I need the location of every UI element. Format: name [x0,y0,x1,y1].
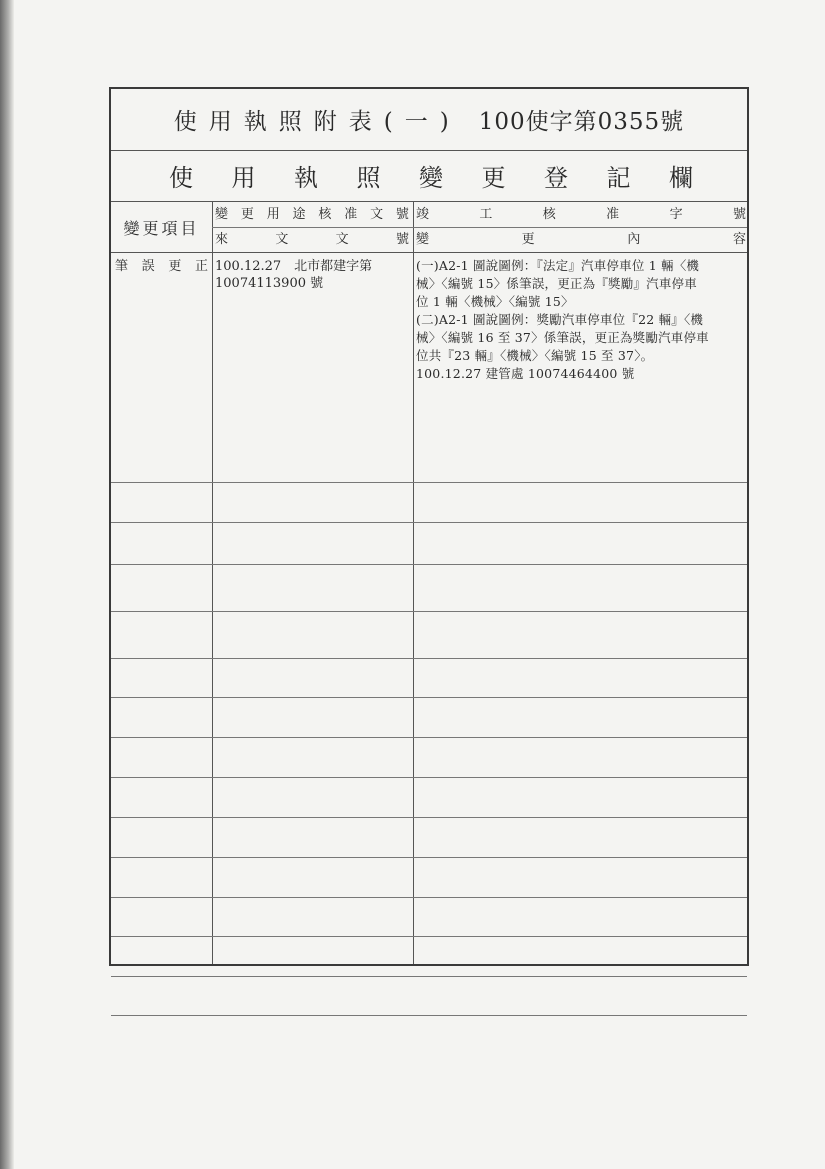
entry-change-content [416,257,748,383]
header-char: 途 [292,207,306,222]
header-char: 准 [606,207,620,222]
row-divider [111,522,747,523]
header-char: 內 [627,232,641,247]
license-attachment-form [109,87,749,966]
doc-line: 10074113900 號 [215,276,324,291]
content-line: (二)A2-1 圖說圖例：獎勵汽車停車位『22 輛』〈機 [416,312,704,327]
header-char: 來 [215,232,229,247]
row-divider [111,697,747,698]
item-column-header: 變更項目 [123,218,200,238]
content-line: 械〉〈編號 15〉係筆誤，更正為『獎勵』汽車停車 [416,276,697,291]
column-divider [212,202,213,964]
form-title [111,89,747,151]
incoming-doc-header [215,231,409,248]
change-content-header [416,231,746,248]
content-line: 位 1 輛〈機械〉〈編號 15〉 [416,294,574,309]
heading-char: 欄 [669,164,693,192]
header-char: 工 [479,207,493,222]
item-char: 更 [168,259,182,274]
row-divider [111,857,747,858]
change-record-table [111,202,747,964]
content-line: (一)A2-1 圖說圖例：『法定』汽車停車位 1 輛〈機 [416,258,700,273]
header-char: 文 [275,232,289,247]
scan-edge-shadow [0,0,14,1169]
entry-doc-number [215,258,409,292]
header-char: 容 [732,232,746,247]
entry-item [115,258,208,275]
item-char: 筆 [115,259,129,274]
header-char: 字 [669,207,683,222]
header-char: 更 [240,207,254,222]
form-title-main: 使用執照附表(一) [173,109,461,135]
heading-char: 用 [231,164,256,192]
header-char: 文 [370,207,384,222]
header-char: 核 [542,207,556,222]
heading-char: 執 [294,164,318,192]
doc-line: 100.12.27 北市都建字第 [215,259,373,274]
header-char: 號 [732,207,746,222]
row-divider [111,936,747,937]
header-char: 號 [395,232,409,247]
item-char: 誤 [141,259,155,274]
header-mid-divider [212,227,747,228]
row-divider [111,482,747,483]
heading-char: 記 [606,164,631,192]
header-char: 變 [215,207,229,222]
item-char: 正 [194,259,208,274]
approval-doc-header [215,206,409,223]
header-char: 准 [344,207,358,222]
row-divider [111,976,747,977]
heading-char: 變 [419,164,443,192]
row-divider [111,777,747,778]
row-divider [111,737,747,738]
column-divider [413,202,414,964]
form-title-number: 100使字第0355號 [478,109,685,135]
header-char: 核 [318,207,332,222]
section-heading [111,150,747,202]
content-line: 位共『23 輛』〈機械〉〈編號 15 至 37〉。 [416,348,654,363]
heading-char: 使 [169,164,193,192]
heading-char: 登 [544,164,568,192]
row-divider [111,817,747,818]
header-char: 變 [416,232,430,247]
content-line: 械〉〈編號 16 至 37〉係筆誤，更正為獎勵汽車停車 [416,330,709,345]
row-divider [111,897,747,898]
heading-char: 更 [481,164,506,192]
header-char: 文 [335,232,349,247]
header-char: 竣 [416,207,430,222]
header-char: 更 [521,232,535,247]
row-divider [111,1015,747,1016]
header-char: 用 [266,207,280,222]
completion-header [416,206,746,223]
row-divider [111,564,747,565]
header-bottom-divider [111,252,747,253]
content-line: 100.12.27 建管處 10074464400 號 [416,366,635,381]
row-divider [111,611,747,612]
heading-char: 照 [356,164,381,192]
row-divider [111,658,747,659]
header-char: 號 [395,207,409,222]
